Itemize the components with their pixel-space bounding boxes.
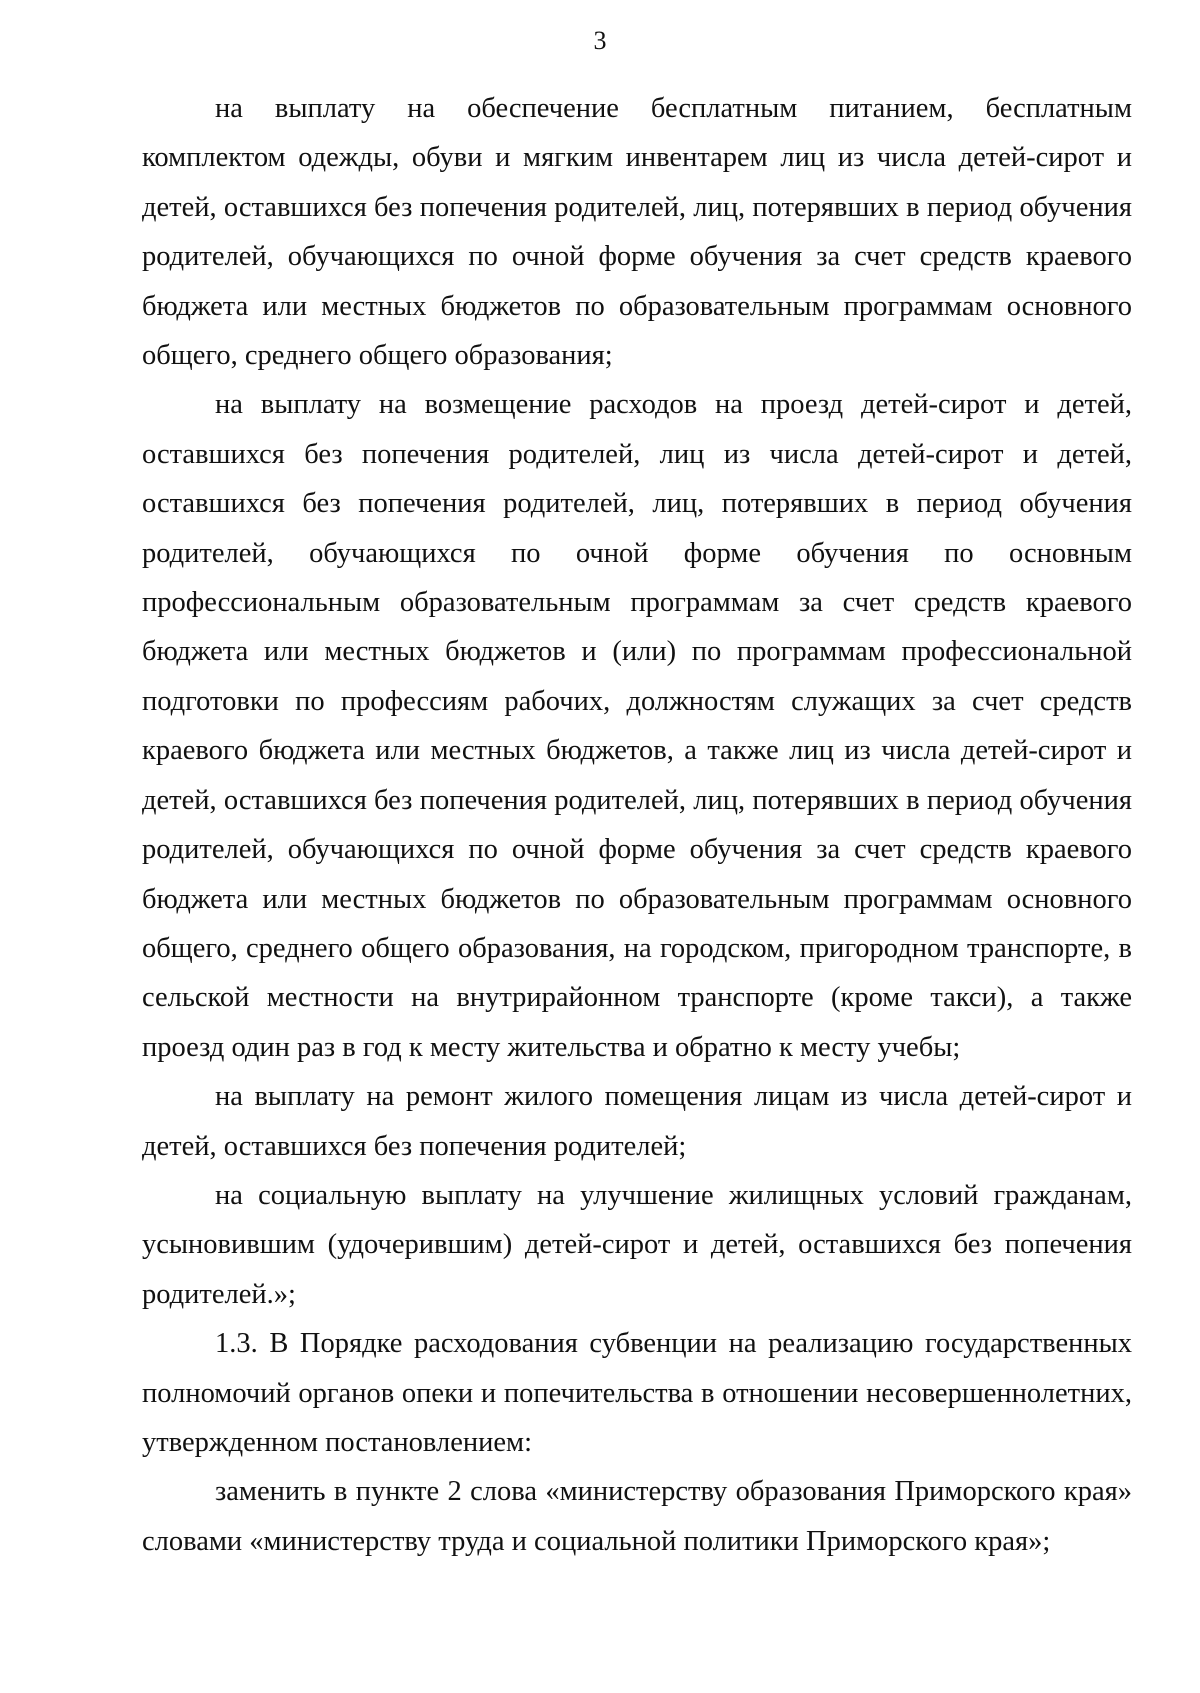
paragraph-free-meals-payment: на выплату на обеспечение бесплатным питанием, бесплатным комплектом одежды, обуви и мягким инвентарем лиц из числа детей-сирот и детей, оставшихся без попечения родителей, лиц, потерявших в период обучения родителей, обучающихся по очной форме обучения за счет средств краевого бюджета или местных бюджетов по образовательным программам основного общего, среднего общего образования; [142,93,1132,372]
paragraph-section-1-3: 1.3. В Порядке расходования субвенции на реализацию государственных полномочий органов опеки и попечительства в отношении несовершеннолетних, утвержденном постановлением: [142,1328,1132,1458]
document-body [142,84,1132,1566]
page-number: 3 [593,26,607,55]
paragraph-replace-words: заменить в пункте 2 слова «министерству образования Приморского края» словами «министерству труда и социальной политики Приморского края»; [142,1476,1132,1557]
paragraph-housing-repair: на выплату на ремонт жилого помещения лицам из числа детей-сирот и детей, оставшихся без попечения родителей; [142,1081,1132,1162]
paragraph-travel-compensation: на выплату на возмещение расходов на проезд детей-сирот и детей, оставшихся без попечения родителей, лиц из числа детей-сирот и детей, оставшихся без попечения родителей, лиц, потерявших в период обучения родителей, обучающихся по очной форме обучения по основным профессиональным образовательным программам за счет средств краевого бюджета или местных бюджетов и (или) по программам профессиональной подготовки по профессиям рабочих, должностям служащих за счет средств краевого бюджета или местных бюджетов, а также лиц из числа детей-сирот и детей, оставшихся без попечения родителей, лиц, потерявших в период обучения родителей, обучающихся по очной форме обучения за счет средств краевого бюджета или местных бюджетов по образовательным программам основного общего, среднего общего образования, на городском, пригородном транспорте, в сельской местности на внутрирайонном транспорте (кроме такси), а также проезд один раз в год к месту жительства и обратно к месту учебы; [142,389,1132,1063]
paragraph-housing-improvement: на социальную выплату на улучшение жилищных условий гражданам, усыновившим (удочерившим) детей-сирот и детей, оставшихся без попечения родителей.»; [142,1179,1132,1310]
